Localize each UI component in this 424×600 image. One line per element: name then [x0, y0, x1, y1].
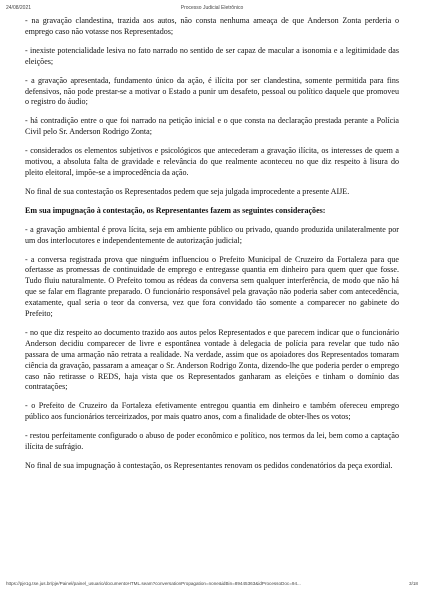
- header-date: 24/08/2021: [6, 5, 32, 11]
- header-title: Processo Judicial Eletrônico: [180, 5, 244, 11]
- paragraph: No final de sua contestação os Representados pedem que seja julgada improcedente a presente AIJE.: [25, 186, 350, 196]
- document-body: [25, 16, 399, 480]
- paragraph: - considerados os elementos subjetivos e psicológicos que antecederam a gravação ilícita, os interesses de quem a motivou, a absoluta falta de gravidade e relevância do que realmente aconteceu no que diz respeito à lisura do pleito eleitoral, impõe-se a improcedência da ação.: [25, 146, 399, 177]
- paragraph: - há contradição entre o que foi narrado na petição inicial e o que consta na declaração prestada perante a Polícia Civil pelo Sr. Anderson Rodrigo Zonta;: [25, 116, 399, 137]
- page-number: 3/18: [409, 581, 418, 586]
- page-footer: [6, 581, 418, 589]
- paragraph: - o Prefeito de Cruzeiro da Fortaleza efetivamente entregou quantia em dinheiro e também ofereceu emprego público aos funcionários terceirizados, por mais quatro anos, com a finalidade de obter-lhes os votos;: [25, 401, 399, 422]
- footer-url: https://pje1g.tse.jus.br/pje/Painel/painel_usuario/documentoHTML.seam?conversationPropagation=none&idBin=89445363&idProcessoDoc=94...: [6, 581, 301, 586]
- paragraph: - inexiste potencialidade lesiva no fato narrado no sentido de ser capaz de macular a isonomia e a legitimidade das eleições;: [25, 45, 399, 66]
- page-header: [0, 5, 424, 15]
- paragraph: - restou perfeitamente configurado o abuso de poder econômico e político, nos termos da lei, bem como a captação ilícita de sufrágio.: [25, 431, 399, 452]
- paragraph: - a gravação apresentada, fundamento único da ação, é ilícita por ser clandestina, somente permitida para fins defensivos, não pode prestar-se a motivar o Estado a punir um desafeto, pessoal ou político daquele que promoveu o registro do áudio;: [25, 75, 399, 107]
- paragraph: - no que diz respeito ao documento trazido aos autos pelos Representados e que parecem indicar que o funcionário Anderson decidiu comparecer de livre e espontânea vontade à delegacia de polícia para revelar que tudo não passara de uma armação não retrata a realidade. Na verdade, assim que os apoiadores dos Representados tomaram ciência da gravação, passaram a ameaçar o Sr. Anderson Rodrigo Zonta, dizendo-lhe que poderia perder o emprego caso não retirasse o REDS, haja vista que os Representados ganharam as eleições e tinham o domínio das contratações;: [25, 327, 399, 392]
- paragraph: - a gravação ambiental é prova lícita, seja em ambiente público ou privado, quando produzida unilateralmente por um dos interlocutores e independentemente de autorização judicial;: [25, 224, 399, 245]
- paragraph: - na gravação clandestina, trazida aos autos, não consta nenhuma ameaça de que Anderson Zonta perderia o emprego caso não votasse nos Representados;: [25, 16, 399, 36]
- section-heading: Em sua impugnação à contestação, os Representantes fazem as seguintes considerações:: [25, 205, 326, 215]
- paragraph: - a conversa registrada prova que ninguém influenciou o Prefeito Municipal de Cruzeiro da Fortaleza para que ofertasse as promessas de continuidade de emprego e entregasse quantia em dinheiro para quem quer que fosse. Tudo fluiu naturalmente. O Prefeito tomou as rédeas da conversa sem qualquer interferência, de modo que não há que se falar em flagrante preparado. O funcionário responsável pela gravação não poderia saber com antecedência, exatamente, qual seria o teor da conversa, vez que fora convidado tão somente a comparecer no gabinete do Prefeito;: [25, 254, 399, 319]
- paragraph: No final de sua impugnação à contestação, os Representantes renovam os pedidos condenatórios da peça exordial.: [25, 461, 393, 470]
